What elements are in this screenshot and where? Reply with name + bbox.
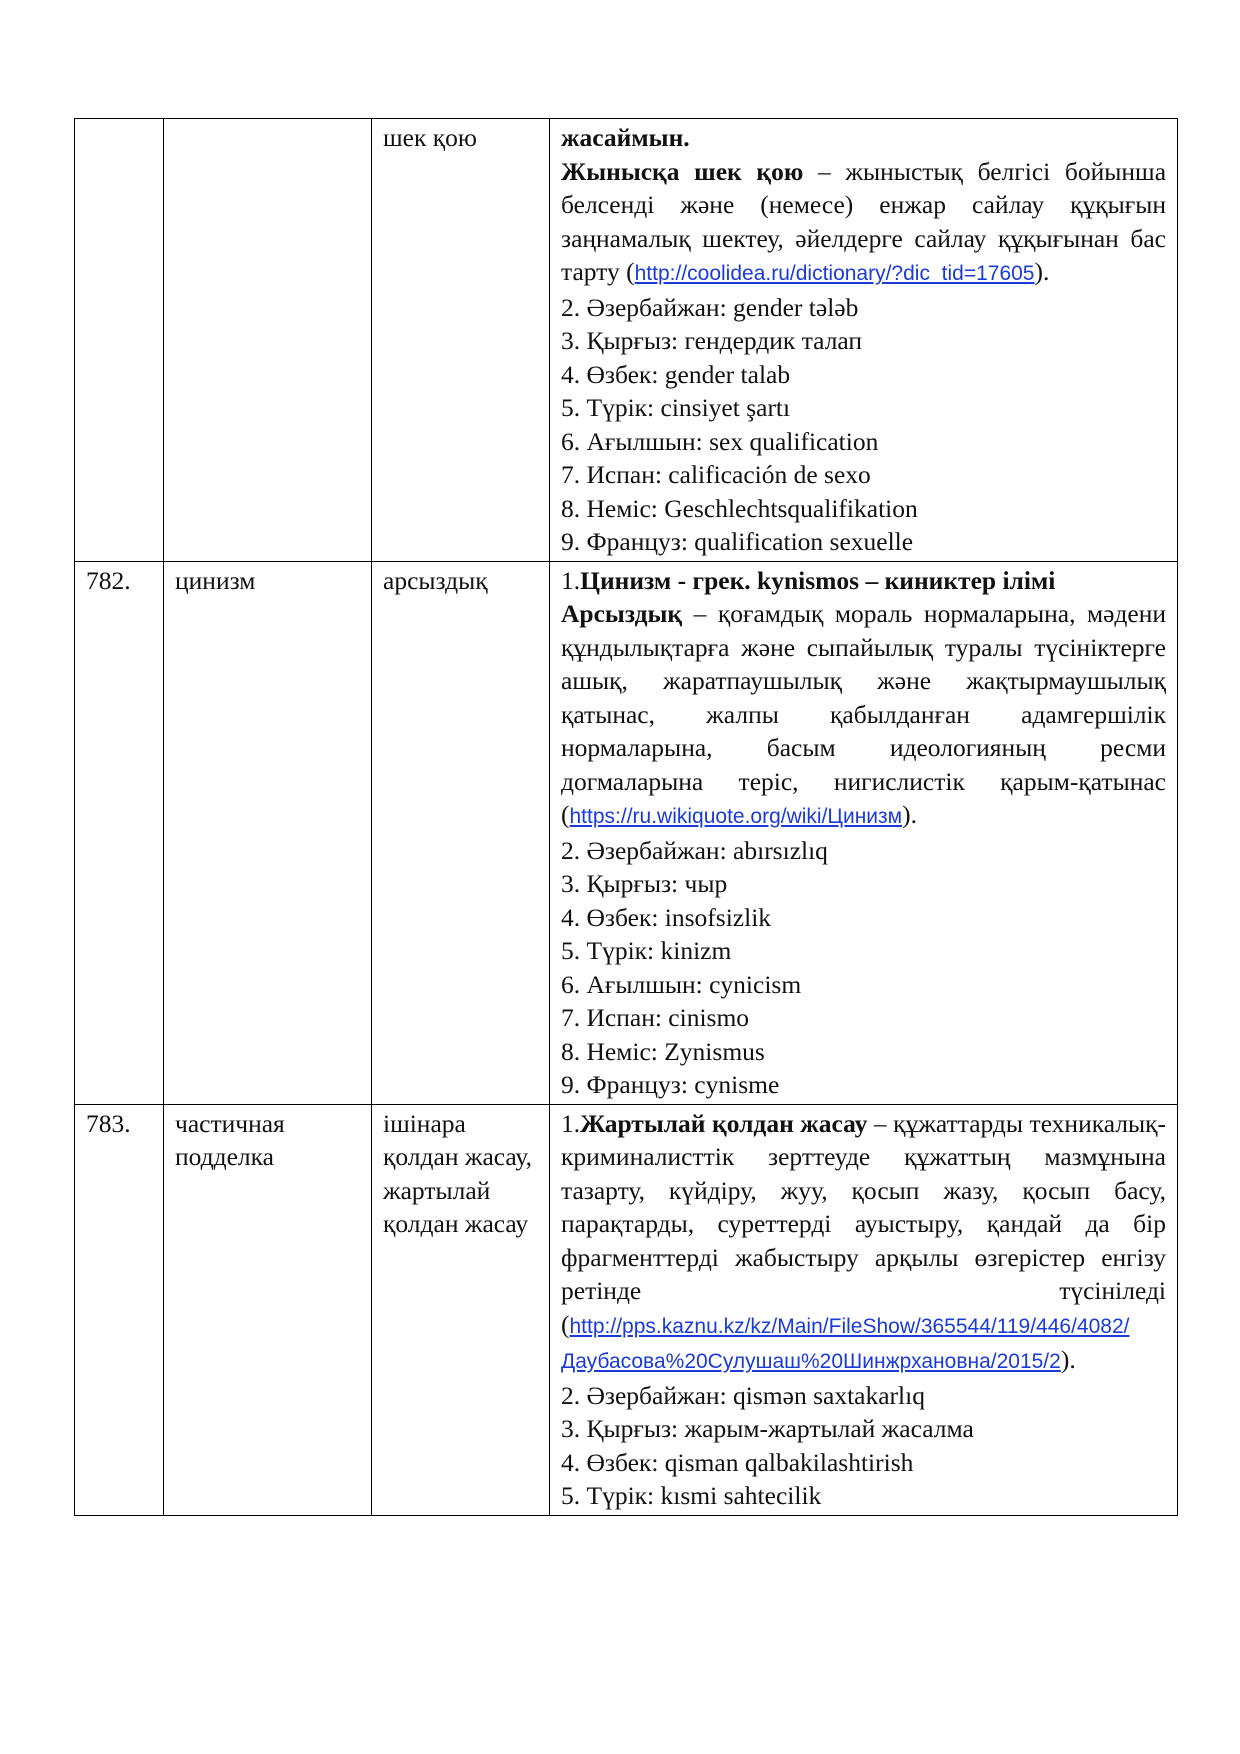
translation-item: 6. Ағылшын: sex qualification [561, 426, 879, 456]
translation-item: 6. Ағылшын: cynicism [561, 969, 802, 999]
translation-item: 8. Неміс: Zynismus [561, 1036, 765, 1066]
source-link[interactable]: http://coolidea.ru/dictionary/?dic_tid=17605 [634, 262, 1035, 285]
link-closing: ). [902, 800, 917, 829]
definition-text [561, 155, 1166, 291]
translation-item: 8. Неміс: Geschlechtsqualifikation [561, 493, 918, 523]
translation-item: 5. Түрік: kısmi sahtecilik [561, 1481, 822, 1510]
translation-item: 7. Испан: calificación de sexo [561, 460, 871, 489]
table-row [75, 119, 1178, 562]
definition-cell [550, 1104, 1178, 1515]
russian-term: цинизм [164, 561, 372, 1104]
translation-item: 4. Өзбек: insofsizlik [561, 902, 772, 932]
russian-term [164, 119, 372, 562]
entry-number: 782. [75, 561, 164, 1104]
table-row [75, 1104, 1178, 1515]
definition-headword: Арсыздық [561, 599, 683, 628]
kazakh-term: арсыздық [372, 561, 550, 1104]
translation-item: 9. Француз: cynisme [561, 1070, 780, 1099]
translation-item: 9. Француз: qualification sexuelle [561, 527, 914, 556]
translation-item: 4. Өзбек: qisman qalbakilashtirish [561, 1447, 914, 1477]
link-closing: ). [1060, 1345, 1076, 1374]
dictionary-table [74, 118, 1178, 1516]
translation-item: 2. Әзербайжан: qismən saxtakarlıq [561, 1380, 925, 1410]
translation-item: 7. Испан: cinismo [561, 1003, 750, 1032]
source-link[interactable]: https://ru.wikiquote.org/wiki/Цинизм [569, 805, 903, 828]
definition-number: 1. [561, 565, 581, 595]
translation-item: 3. Қырғыз: чыр [561, 869, 728, 898]
definition-number: 1. [561, 1108, 581, 1138]
definition-body: – қоғамдық мораль нормаларына, мәдени құндылықтарға және сыпайылық туралы түсініктерге ашық, жаратпаушылық және жақтырмаушылық қатынас, жалпы қабылданған адамгершілік нормаларына, басым идеологияның ресми догмаларына теріс, нигислистік қарым-қатынас ( [561, 599, 1166, 829]
entry-number [75, 119, 164, 562]
definition-body: – жыныстық белгісі бойынша белсенді және (немесе) енжар сайлау құқығын заңнамалық шектеу, әйелдерге сайлау құқығынан бас тарту ( [561, 156, 1167, 286]
definition-headword: Жынысқа шек қою [561, 156, 804, 186]
translation-item: 4. Өзбек: gender talab [561, 359, 791, 389]
definition-headword: Жартылай қолдан жасау [580, 1108, 868, 1138]
translation-item: 2. Әзербайжан: gender tələb [561, 292, 859, 322]
definition-text [561, 1107, 1166, 1379]
definition-cell [550, 119, 1178, 562]
table-row [75, 561, 1178, 1104]
russian-term: частичная подделка [164, 1104, 372, 1515]
kazakh-term: шек қою [372, 119, 550, 562]
source-link[interactable]: http://pps.kaznu.kz/kz/Main/FileShow/365544/119/446/4082/Даубасова%20Сулушаш%20Шинжрхановна/2015/2 [561, 1314, 1130, 1373]
continued-text: жасаймын. [561, 123, 690, 152]
definition-body: – құжаттарды техникалық-криминалисттік зерттеуде құжаттың мазмұнына тазарту, күйдіру, жуу, қосып жазу, қосып басу, парақтарды, суреттерді ауыстыру, қандай да бір фрагменттерді жабыстыру арқылы өзгерістер енгізу ретінде түсініледі ( [561, 1108, 1167, 1339]
etymology-line [561, 564, 1166, 598]
etymology-text: Цинизм - грек. kynismos – киниктер ілімі [580, 565, 1056, 595]
translation-item: 5. Түрік: kinizm [561, 936, 732, 965]
definition-cell [550, 561, 1178, 1104]
translation-item: 5. Түрік: cinsiyet şartı [561, 393, 791, 422]
entry-number: 783. [75, 1104, 164, 1515]
definition-text [561, 597, 1166, 834]
link-closing: ). [1034, 257, 1050, 286]
kazakh-term: ішінара қолдан жасау, жартылай қолдан жасау [372, 1104, 550, 1515]
translation-item: 2. Әзербайжан: abırsızlıq [561, 835, 828, 865]
translation-item: 3. Қырғыз: гендердик талап [561, 326, 863, 355]
translation-item: 3. Қырғыз: жарым-жартылай жасалма [561, 1414, 974, 1443]
